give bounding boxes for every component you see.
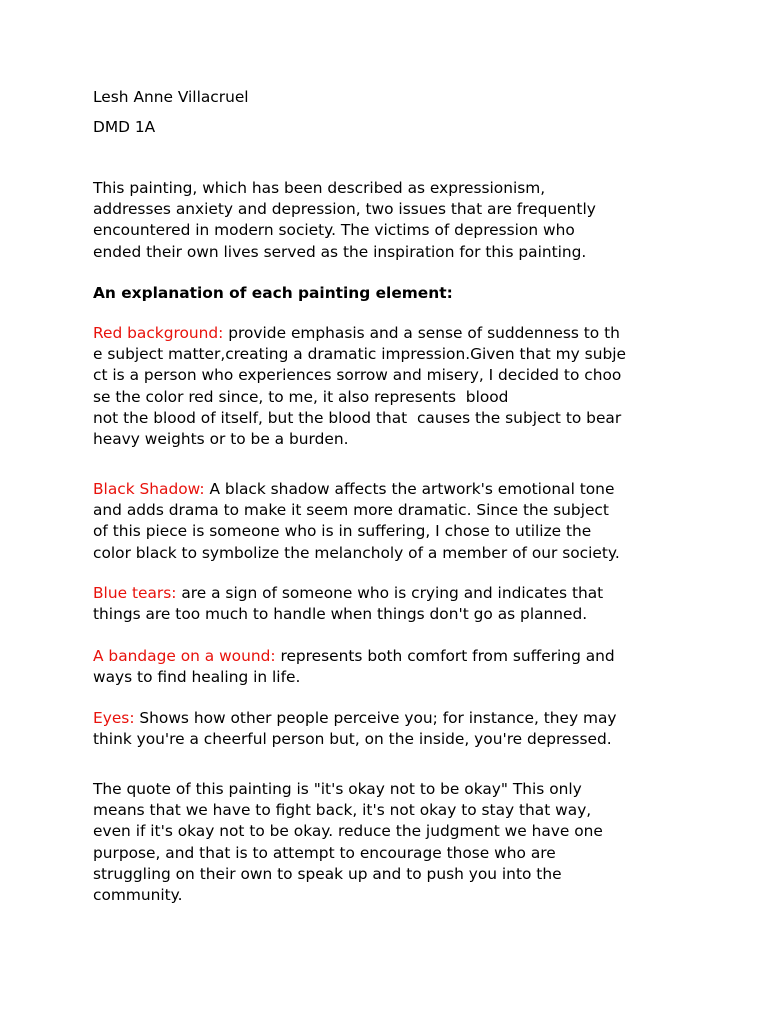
element-line: think you're a cheerful person but, on the inside, you're depressed. [93,730,612,749]
element-first-line [93,479,693,500]
class-code: DMD 1A [93,118,156,136]
element-first-line [93,708,693,729]
quote-line: purpose, and that is to attempt to encourage those who are [93,843,556,862]
element-red-background [93,323,693,450]
element-text: A black shadow affects the artwork's emotional tone [204,480,615,498]
element-line: of this piece is someone who is in suffering, I chose to utilize the [93,522,592,541]
intro-line: This painting, which has been described as expressionism, [93,179,546,197]
element-line: se the color red since, to me, it also represents blood [93,387,509,406]
quote-paragraph [93,779,693,906]
element-text: represents both comfort from suffering and [275,647,615,665]
element-blue-tears [93,583,693,625]
quote-line: even if it's okay not to be okay. reduce the judgment we have one [93,822,603,841]
element-line: e subject matter,creating a dramatic impression.Given that my subje [93,345,626,364]
element-label: Red background: [93,324,224,342]
section-heading: An explanation of each painting element: [93,284,453,302]
element-first-line [93,323,693,344]
author-name: Lesh Anne Villacruel [93,88,249,106]
element-line: things are too much to handle when things don't go as planned. [93,605,588,624]
element-line: heavy weights or to be a burden. [93,430,349,449]
element-line: color black to symbolize the melancholy of a member of our society. [93,543,620,562]
element-black-shadow [93,479,693,564]
element-text: Shows how other people perceive you; for instance, they may [134,709,617,727]
element-text: are a sign of someone who is crying and indicates that [176,584,604,602]
intro-line: encountered in modern society. The victims of depression who [93,221,575,240]
element-text: provide emphasis and a sense of suddenness to th [223,324,620,342]
intro-line: addresses anxiety and depression, two issues that are frequently [93,200,596,219]
intro-line: ended their own lives served as the inspiration for this painting. [93,242,587,261]
quote-line: means that we have to fight back, it's not okay to stay that way, [93,801,592,820]
element-bandage [93,646,693,688]
intro-paragraph [93,178,693,263]
element-first-line [93,583,693,604]
element-line: not the blood of itself, but the blood that causes the subject to bear [93,408,622,427]
quote-line: community. [93,886,183,905]
element-label: Blue tears: [93,584,177,602]
element-label: Black Shadow: [93,480,205,498]
element-label: Eyes: [93,709,135,727]
element-first-line [93,646,693,667]
quote-line: The quote of this painting is "it's okay not to be okay" This only [93,780,582,798]
element-line: ways to find healing in life. [93,668,301,687]
element-eyes [93,708,693,750]
element-line: and adds drama to make it seem more dramatic. Since the subject [93,501,609,520]
quote-line: struggling on their own to speak up and to push you into the [93,864,562,883]
element-label: A bandage on a wound: [93,647,276,665]
element-line: ct is a person who experiences sorrow and misery, I decided to choo [93,366,622,385]
